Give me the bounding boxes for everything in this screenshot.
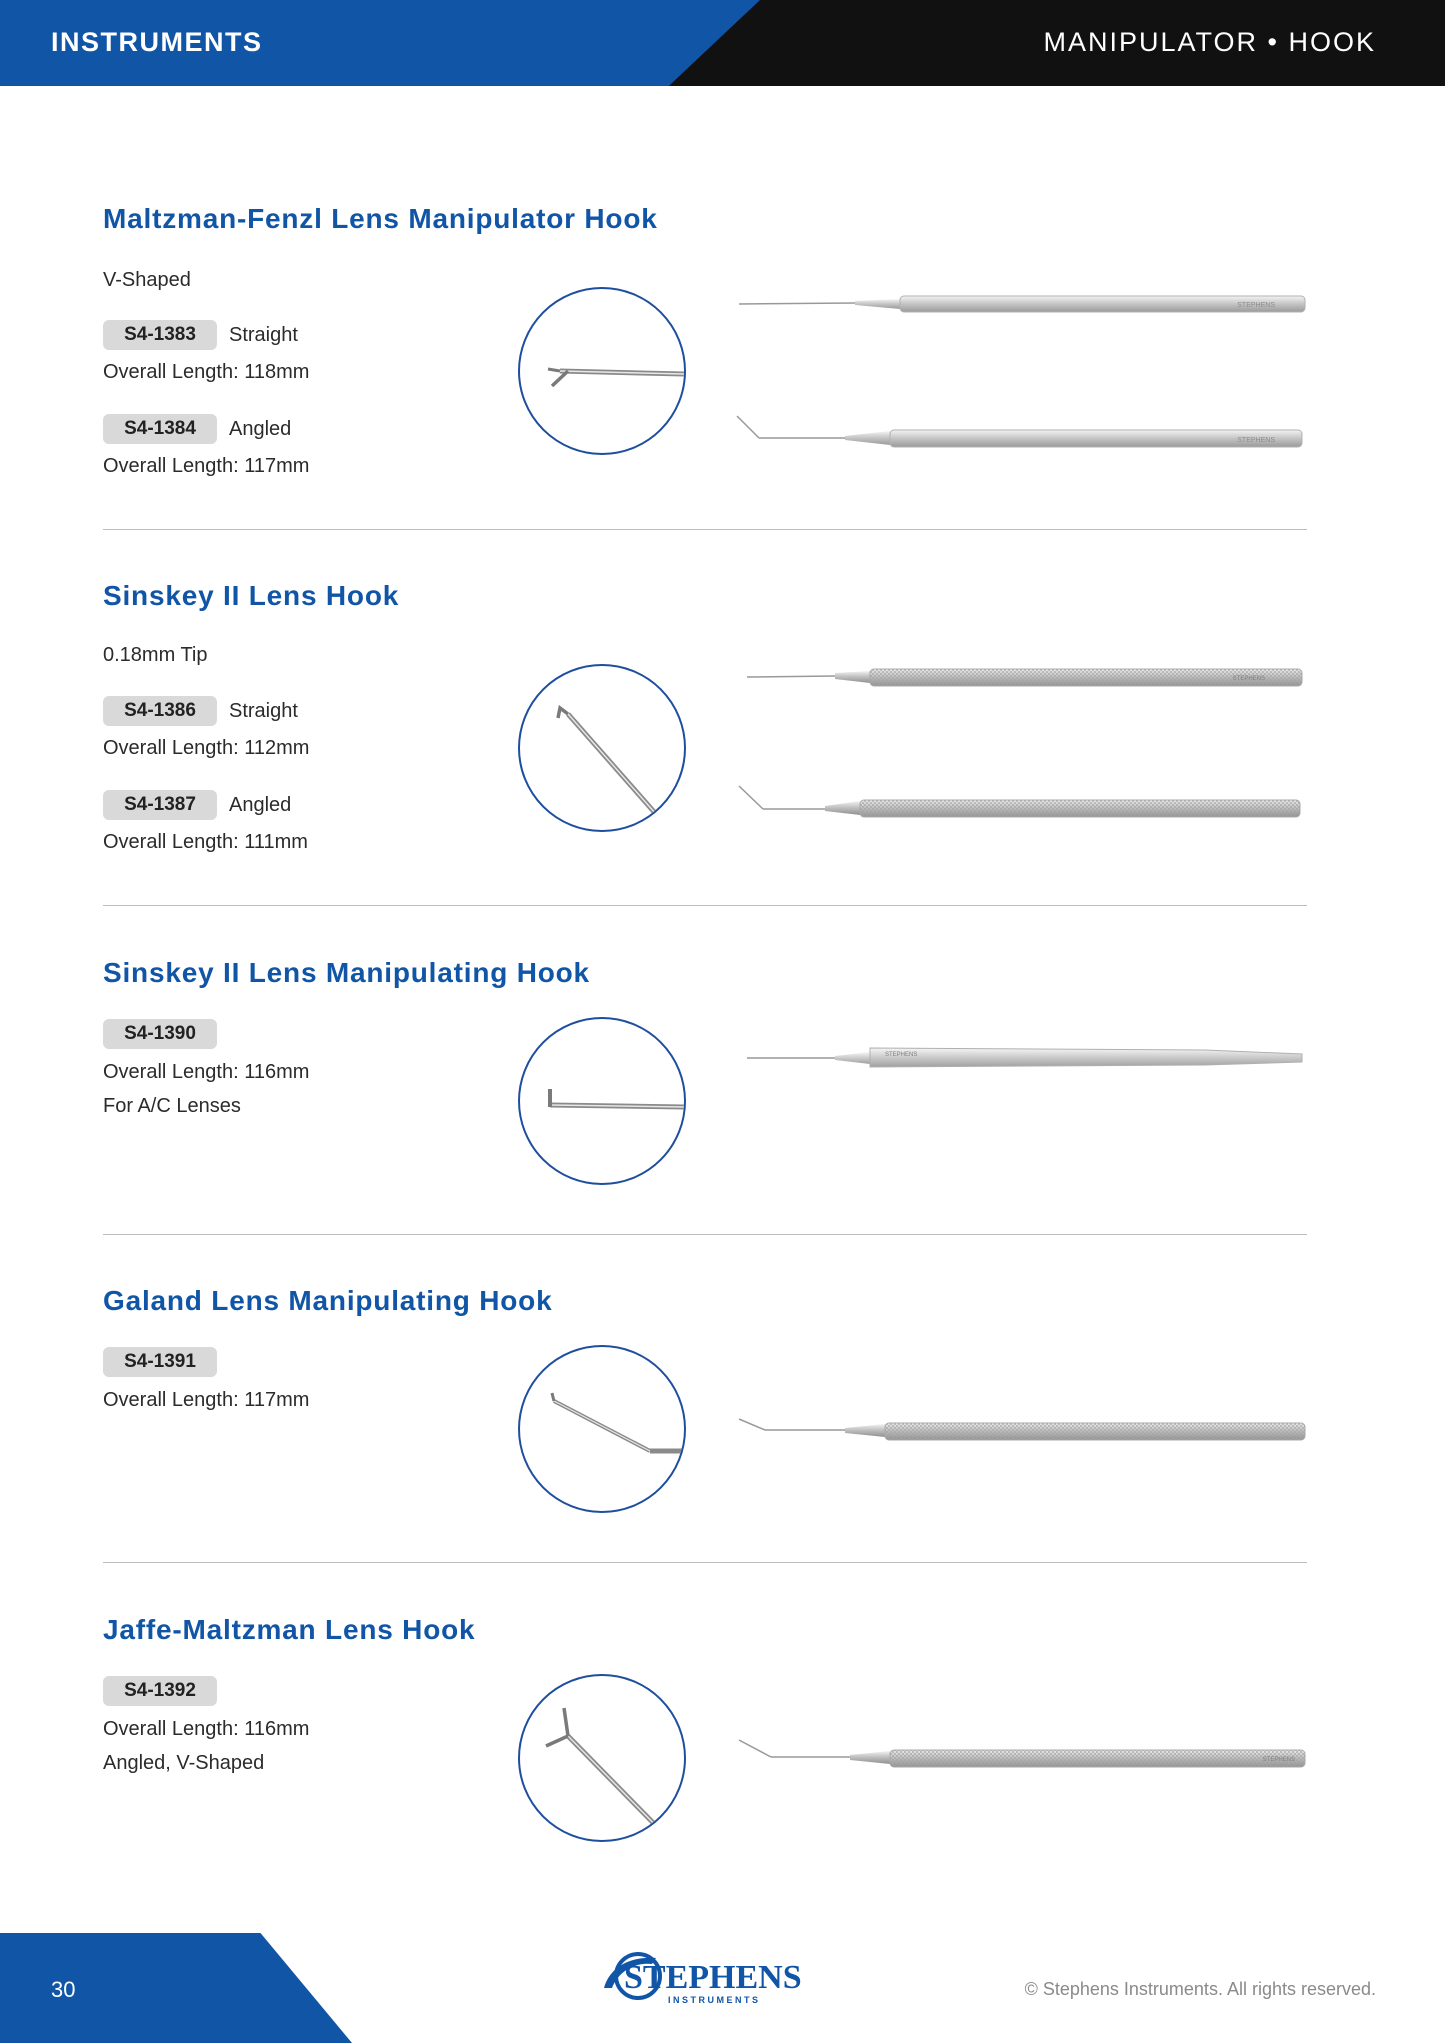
tip-detail-zoom <box>518 1017 686 1185</box>
overall-length: Overall Length: 111mm <box>103 831 308 853</box>
product-code-badge: S4-1384 <box>103 414 217 444</box>
product-subtitle: V-Shaped <box>103 269 191 291</box>
product-title: Sinskey II Lens Manipulating Hook <box>103 957 590 988</box>
overall-length: Overall Length: 116mm <box>103 1718 310 1740</box>
product-title: Sinskey II Lens Hook <box>103 580 400 611</box>
product-note: For A/C Lenses <box>103 1095 241 1117</box>
overall-length: Overall Length: 117mm <box>103 1389 310 1411</box>
section-divider <box>103 905 1307 906</box>
angled-hook-tip-illustration <box>520 1347 684 1511</box>
header-section-label: INSTRUMENTS <box>51 27 263 57</box>
svg-text:STEPHENS: STEPHENS <box>1262 1757 1295 1763</box>
stephens-logo <box>598 1948 814 2008</box>
page-number: 30 <box>51 1977 76 2002</box>
section-divider <box>103 1562 1307 1563</box>
product-title: Jaffe-Maltzman Lens Hook <box>103 1614 476 1645</box>
product-code-badge: S4-1387 <box>103 790 217 820</box>
page-header <box>0 0 1445 86</box>
product-code-badge: S4-1392 <box>103 1676 217 1706</box>
variant-type: Straight <box>229 324 298 346</box>
tip-detail-zoom <box>518 1345 686 1513</box>
product-maltzman-fenzl <box>103 203 1307 503</box>
svg-text:STEPHENS: STEPHENS <box>1232 676 1265 682</box>
svg-text:INSTRUMENTS: INSTRUMENTS <box>668 1995 761 2005</box>
overall-length: Overall Length: 117mm <box>103 455 310 477</box>
section-divider <box>103 1234 1307 1235</box>
instrument-photo-straight <box>735 283 1307 323</box>
variant-type: Angled <box>229 418 292 440</box>
hook-tip-illustration <box>520 666 684 830</box>
tip-detail-zoom <box>518 1674 686 1842</box>
instrument-photo-angled <box>735 413 1307 453</box>
product-galand-manipulating-hook <box>103 1285 1307 1525</box>
svg-text:STEPHENS: STEPHENS <box>885 1052 918 1058</box>
product-sinskey-ii-manipulating-hook <box>103 957 1307 1197</box>
instrument-photo-angled <box>735 783 1307 823</box>
manipulating-hook-tip-illustration <box>520 1019 684 1183</box>
overall-length: Overall Length: 112mm <box>103 737 310 759</box>
v-shaped-tip-illustration <box>520 289 684 453</box>
svg-text:STEPHENS: STEPHENS <box>1237 437 1275 444</box>
section-divider <box>103 529 1307 530</box>
variant-type: Straight <box>229 700 298 722</box>
overall-length: Overall Length: 116mm <box>103 1061 310 1083</box>
svg-text:STEPHENS: STEPHENS <box>624 1959 802 1996</box>
product-subtitle: 0.18mm Tip <box>103 644 208 666</box>
instrument-photo <box>735 1738 1307 1778</box>
product-sinskey-ii-lens-hook <box>103 580 1307 880</box>
overall-length: Overall Length: 118mm <box>103 361 310 383</box>
product-code-badge: S4-1383 <box>103 320 217 350</box>
product-title: Galand Lens Manipulating Hook <box>103 1285 553 1316</box>
angled-v-tip-illustration <box>520 1676 684 1840</box>
product-code-badge: S4-1391 <box>103 1347 217 1377</box>
product-jaffe-maltzman-lens-hook <box>103 1614 1307 1854</box>
product-note: Angled, V-Shaped <box>103 1752 265 1774</box>
svg-text:STEPHENS: STEPHENS <box>1237 302 1275 309</box>
variant-type: Angled <box>229 794 292 816</box>
product-code-badge: S4-1386 <box>103 696 217 726</box>
instrument-photo-straight <box>735 656 1307 696</box>
product-code-badge: S4-1390 <box>103 1019 217 1049</box>
product-title: Maltzman-Fenzl Lens Manipulator Hook <box>103 203 658 234</box>
instrument-photo <box>735 1412 1307 1452</box>
copyright-notice: © Stephens Instruments. All rights reserved. <box>1024 1979 1376 1999</box>
instrument-photo <box>735 1038 1307 1078</box>
header-category-label: MANIPULATOR • HOOK <box>1043 27 1376 57</box>
tip-detail-zoom <box>518 287 686 455</box>
tip-detail-zoom <box>518 664 686 832</box>
